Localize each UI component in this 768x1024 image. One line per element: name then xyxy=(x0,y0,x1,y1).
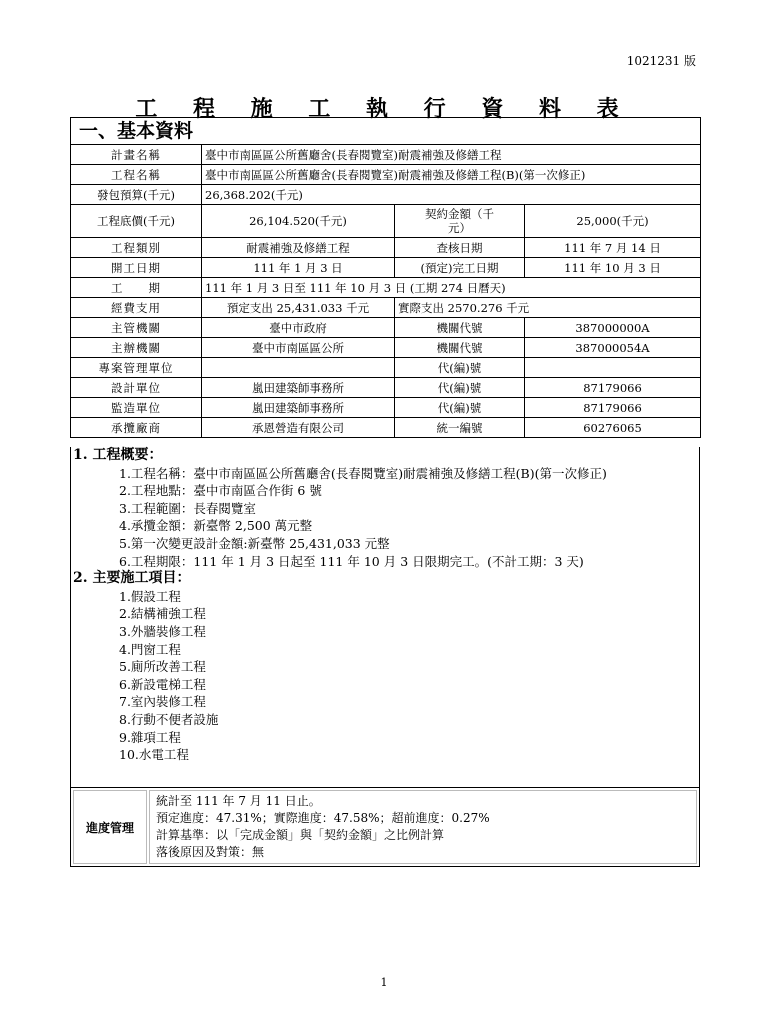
design-code-label: 代(編)號 xyxy=(395,378,525,398)
list-item: 8.行動不便者設施 xyxy=(119,711,219,727)
budget-label: 發包預算(千元) xyxy=(71,185,202,205)
organizer-label: 主辦機關 xyxy=(71,338,202,358)
page-title: 工 程 施 工 執 行 資 料 表 xyxy=(135,96,633,122)
list-item: 7.室內裝修工程 xyxy=(119,694,206,710)
list-item: 3.外牆裝修工程 xyxy=(119,623,206,639)
design-label: 設計單位 xyxy=(71,378,202,398)
table-row xyxy=(71,338,701,358)
progress-line: 預定進度：47.31%；實際進度：47.58%；超前進度：0.27% xyxy=(156,811,490,825)
progress-table xyxy=(70,787,700,867)
contractor-label: 承攬廠商 xyxy=(71,418,202,438)
table-row xyxy=(71,398,701,418)
plan-name-value: 臺中市南區區公所舊廳舍(長春閱覽室)耐震補強及修繕工程 xyxy=(202,145,701,165)
list-item: 6.工程期限：111 年 1 月 3 日起至 111 年 10 月 3 日限期完工。(不計工期：3 天) xyxy=(119,553,584,569)
start-date-value: 111 年 1 月 3 日 xyxy=(202,258,395,278)
project-name-label: 工程名稱 xyxy=(71,165,202,185)
end-date-value: 111 年 10 月 3 日 xyxy=(525,258,701,278)
pm-unit-label: 專案管理單位 xyxy=(71,358,202,378)
table-row xyxy=(71,298,701,318)
period-label: 工 期 xyxy=(71,278,202,298)
project-name-value: 臺中市南區區公所舊廳舍(長春閱覽室)耐震補強及修繕工程(B)(第一次修正) xyxy=(202,165,701,185)
supervisor-value: 嵐田建築師事務所 xyxy=(202,398,395,418)
table-row xyxy=(71,185,701,205)
design-code-value: 87179066 xyxy=(525,378,701,398)
table-row xyxy=(71,165,701,185)
progress-label: 進度管理 xyxy=(73,790,147,864)
list-item: 2.工程地點：臺中市南區合作街 6 號 xyxy=(119,483,322,499)
period-value: 111 年 1 月 3 日至 111 年 10 月 3 日 (工期 274 日曆天) xyxy=(202,278,701,298)
authority-label: 主管機關 xyxy=(71,318,202,338)
overview-section xyxy=(70,447,700,787)
supervisor-code-value: 87179066 xyxy=(525,398,701,418)
list-item: 5.第一次變更設計金額:新臺幣 25,431,033 元整 xyxy=(119,535,390,551)
contract-amount-value: 25,000(千元) xyxy=(525,205,701,238)
expense-actual-value: 實際支出 2570.276 千元 xyxy=(395,298,701,318)
inspection-date-value: 111 年 7 月 14 日 xyxy=(525,238,701,258)
inspection-date-label: 查核日期 xyxy=(395,238,525,258)
table-row xyxy=(73,790,697,864)
list-item: 3.工程範圍：長春閱覽室 xyxy=(119,500,256,516)
category-value: 耐震補強及修繕工程 xyxy=(202,238,395,258)
category-label: 工程類別 xyxy=(71,238,202,258)
table-row xyxy=(71,378,701,398)
table-row xyxy=(71,205,701,238)
overview-heading: 1. 工程概要： xyxy=(73,447,163,463)
organizer-value: 臺中市南區區公所 xyxy=(202,338,395,358)
page-number: 1 xyxy=(380,976,388,989)
expense-label: 經費支用 xyxy=(71,298,202,318)
authority-code-value: 387000000A xyxy=(525,318,701,338)
progress-line: 計算基準：以「完成金額」與「契約金額」之比例計算 xyxy=(156,828,445,842)
list-item: 4.門窗工程 xyxy=(119,641,181,657)
main-items-heading: 2. 主要施工項目： xyxy=(73,570,191,587)
table-row xyxy=(71,278,701,298)
supervisor-label: 監造單位 xyxy=(71,398,202,418)
table-row xyxy=(71,418,701,438)
pm-unit-value xyxy=(202,358,395,378)
pm-code-value xyxy=(525,358,701,378)
budget-value: 26,368.202(千元) xyxy=(202,185,701,205)
section-row xyxy=(71,118,701,145)
contractor-code-value: 60276065 xyxy=(525,418,701,438)
authority-code-label: 機關代號 xyxy=(395,318,525,338)
contractor-value: 承恩營造有限公司 xyxy=(202,418,395,438)
progress-body xyxy=(149,790,697,864)
basic-info-table xyxy=(70,117,701,438)
pm-code-label: 代(編)號 xyxy=(395,358,525,378)
list-item: 10.水電工程 xyxy=(119,747,189,763)
section-title: 一、基本資料 xyxy=(71,118,701,145)
organizer-code-label: 機關代號 xyxy=(395,338,525,358)
base-price-label: 工程底價(千元) xyxy=(71,205,202,238)
version-label: 1021231 版 xyxy=(626,54,696,68)
supervisor-code-label: 代(編)號 xyxy=(395,398,525,418)
end-date-label: (預定)完工日期 xyxy=(395,258,525,278)
contractor-code-label: 統一編號 xyxy=(395,418,525,438)
list-item: 5.廁所改善工程 xyxy=(119,659,206,675)
start-date-label: 開工日期 xyxy=(71,258,202,278)
table-row xyxy=(71,238,701,258)
list-item: 1.假設工程 xyxy=(119,588,181,604)
table-row xyxy=(71,145,701,165)
expense-planned-value: 預定支出 25,431.033 千元 xyxy=(202,298,395,318)
list-item: 6.新設電梯工程 xyxy=(119,676,206,692)
list-item: 1.工程名稱：臺中市南區區公所舊廳舍(長春閱覽室)耐震補強及修繕工程(B)(第一次修正) xyxy=(119,465,607,481)
table-row xyxy=(71,358,701,378)
progress-line: 落後原因及對策：無 xyxy=(156,845,265,859)
organizer-code-value: 387000054A xyxy=(525,338,701,358)
contract-amount-label: 契約金額（千元） xyxy=(395,205,525,238)
base-price-value: 26,104.520(千元) xyxy=(202,205,395,238)
progress-line: 統計至 111 年 7 月 11 日止。 xyxy=(156,794,321,808)
table-row xyxy=(71,258,701,278)
plan-name-label: 計畫名稱 xyxy=(71,145,202,165)
table-row xyxy=(71,318,701,338)
design-value: 嵐田建築師事務所 xyxy=(202,378,395,398)
list-item: 4.承攬金額：新臺幣 2,500 萬元整 xyxy=(119,518,313,534)
list-item: 2.結構補強工程 xyxy=(119,606,206,622)
list-item: 9.雜項工程 xyxy=(119,729,181,745)
authority-value: 臺中市政府 xyxy=(202,318,395,338)
